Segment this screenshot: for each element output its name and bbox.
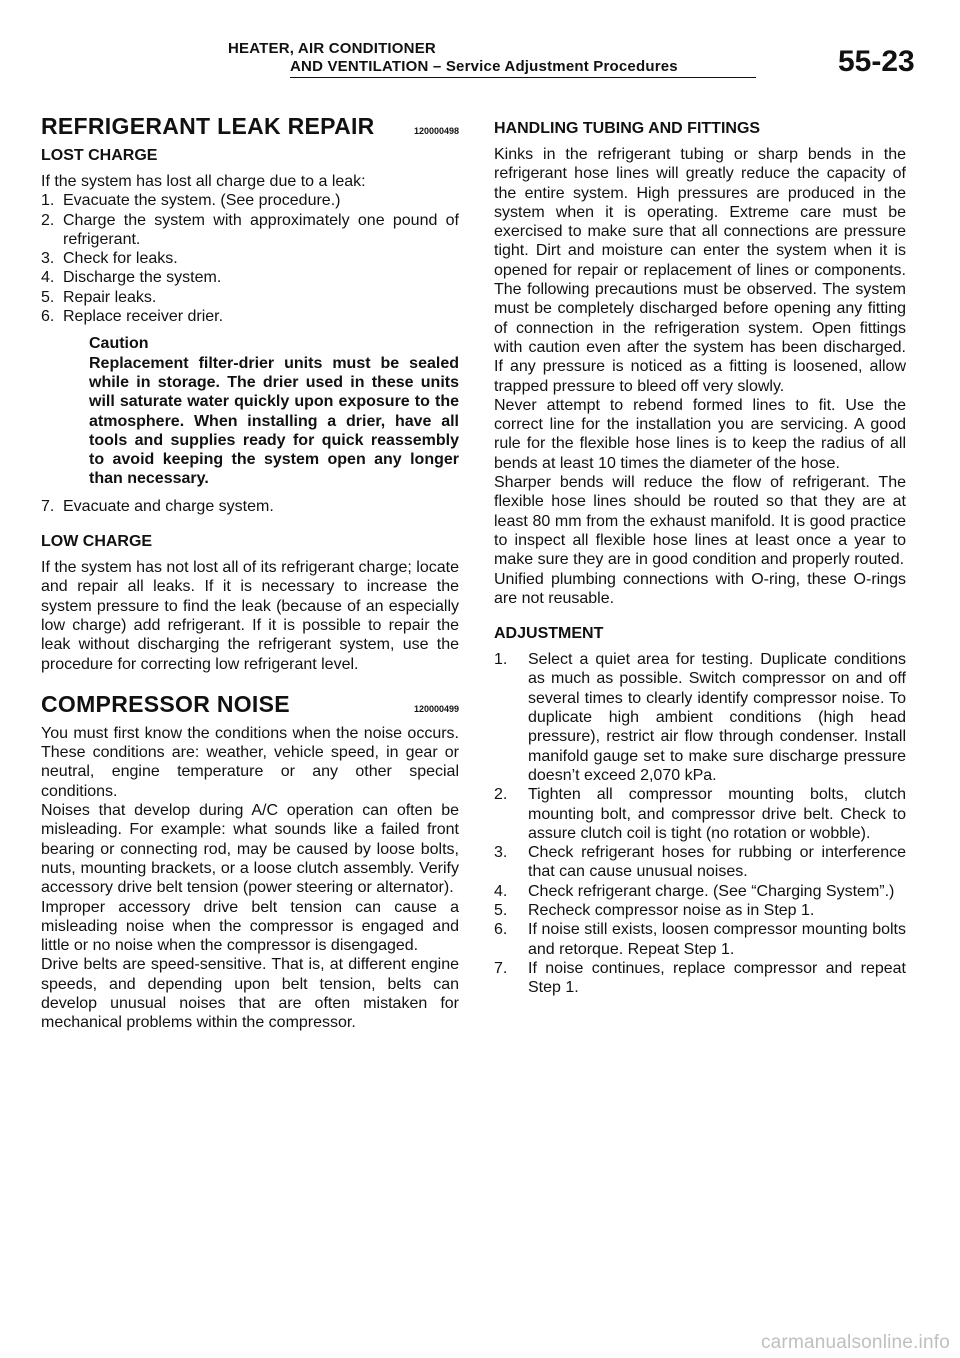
- list-item: 4. Check refrigerant charge. (See “Charging System”.): [494, 882, 895, 900]
- low-charge-heading: LOW CHARGE: [41, 533, 153, 551]
- handling-heading: HANDLING TUBING AND FITTINGS: [494, 120, 761, 137]
- list-item: 5. Recheck compressor noise as in Step 1.: [494, 901, 815, 919]
- leak-repair-title: REFRIGERANT LEAK REPAIR: [41, 113, 375, 139]
- header-subtitle: AND VENTILATION – Service Adjustment Procedures: [290, 58, 678, 75]
- caution-title: Caution: [89, 335, 149, 353]
- handling-paragraph: Sharper bends will reduce the flow of refrigerant. The flexible hose lines should be routed so that they are at least 80 mm from the exhaust manifold. It is good practice to inspect all flexible hose lines at least once a year to make sure they are in good condition and properly routed.: [494, 474, 906, 569]
- compressor-noise-paragraph: Improper accessory drive belt tension can cause a misleading noise when the compressor is engaged and little or no noise when the compressor is disengaged.: [41, 898, 459, 955]
- header-title: HEATER, AIR CONDITIONER: [228, 40, 436, 57]
- handling-paragraph: Unified plumbing connections with O-ring, these O-rings are not reusable.: [494, 570, 906, 607]
- list-item: 3. Check for leaks.: [41, 250, 178, 268]
- list-item: 3. Check refrigerant hoses for rubbing or interference that can cause unusual noises.: [494, 844, 906, 881]
- compressor-noise-paragraph: Drive belts are speed-sensitive. That is, at different engine speeds, and depending upon belt tension, belts can develop unusual noises that are often mistaken for mechanical problems within the compressor.: [41, 956, 459, 1032]
- list-item: 5. Repair leaks.: [41, 288, 157, 306]
- caution-text: Replacement filter-drier units must be sealed while in storage. The drier used in these units will saturate water quickly upon exposure to the atmosphere. When installing a drier, have all tools and supplies ready for quick reassembly to avoid keeping the system open any longer than necessary.: [89, 354, 459, 488]
- lost-charge-steps: [41, 191, 459, 326]
- list-item: 6. If noise still exists, loosen compressor mounting bolts and retorque. Repeat Step 1.: [494, 921, 906, 958]
- right-column: [494, 112, 906, 997]
- low-charge-text: If the system has not lost all of its refrigerant charge; locate and repair all leaks. If it is necessary to increase the system pressure to find the leak (because of an especially low charge) add refrigerant. If it is possible to repair the leak without discharging the refrigerant system, use the procedure for correcting low refrigerant level.: [41, 559, 459, 673]
- watermark: carmanualsonline.info: [760, 1332, 950, 1353]
- compressor-noise-code: 120000499: [413, 703, 459, 714]
- compressor-noise-header: [41, 690, 459, 718]
- lost-charge-intro: If the system has lost all charge due to a leak:: [41, 173, 366, 190]
- compressor-noise-title: COMPRESSOR NOISE: [41, 690, 290, 717]
- leak-repair-header: [41, 112, 459, 140]
- handling-paragraph: Never attempt to rebend formed lines to fit. Use the correct line for the installation you are servicing. A good rule for the flexible hose lines is to keep the radius of all bends at least 10 times the diameter of the hose.: [494, 396, 906, 472]
- adjustment-heading: ADJUSTMENT: [494, 625, 604, 643]
- compressor-noise-paragraph: You must first know the conditions when the noise occurs. These conditions are: weather, vehicle speed, in gear or neutral, engine temperature or any other special conditions.: [41, 724, 459, 800]
- lost-charge-final-step: [41, 497, 459, 516]
- compressor-noise-paragraph: Noises that develop during A/C operation can often be misleading. For example: what sounds like a failed front bearing or connecting rod, may be caused by loose bolts, nuts, mounting brackets, or a loose clutch assembly. Verify accessory drive belt tension (power steering or alternator).: [41, 802, 459, 897]
- list-item: 2. Tighten all compressor mounting bolts, clutch mounting bolt, and compressor drive belt. Check to assure clutch coil is tight (no rotation or wobble).: [494, 786, 906, 842]
- list-item: 2. Charge the system with approximately one pound of refrigerant.: [41, 211, 459, 248]
- leak-repair-code: 120000498: [413, 126, 459, 136]
- caution-box: [89, 334, 459, 488]
- list-item: 1. Select a quiet area for testing. Duplicate conditions as much as possible. Switch compressor on and off several times to clearly identify compressor noise. To duplicate high ambient conditions (high head pressure), restrict air flow through condenser. Install manifold gauge set to make sure discharge pressure doesn’t exceed 2,070 kPa.: [494, 651, 906, 784]
- list-item: 7. If noise continues, replace compressor and repeat Step 1.: [494, 959, 906, 997]
- list-item: 7. Evacuate and charge system.: [41, 497, 274, 515]
- handling-paragraph: Kinks in the refrigerant tubing or sharp bends in the refrigerant hose lines will greatly reduce the capacity of the entire system. High pressures are produced in the system when it is operating. Extreme care must be exercised to make sure that all connections are pressure tight. Dirt and moisture can enter the system when it is opened for repair or replacement of lines or components. The following precautions must be observed. The system must be completely discharged before opening any fitting of connection in the refrigeration system. Open fittings with caution even after the system has been discharged. If any pressure is noticed as a fitting is loosened, allow trapped pressure to bleed off very slowly.: [494, 146, 906, 395]
- list-item: 1. Evacuate the system. (See procedure.): [41, 192, 341, 210]
- page-number: 55-23: [838, 45, 915, 78]
- lost-charge-heading: LOST CHARGE: [41, 147, 158, 164]
- list-item: 6. Replace receiver drier.: [41, 308, 224, 326]
- adjustment-steps: [494, 650, 906, 997]
- list-item: 4. Discharge the system.: [41, 269, 222, 287]
- left-column: [41, 112, 459, 1033]
- header-rule: [290, 77, 756, 78]
